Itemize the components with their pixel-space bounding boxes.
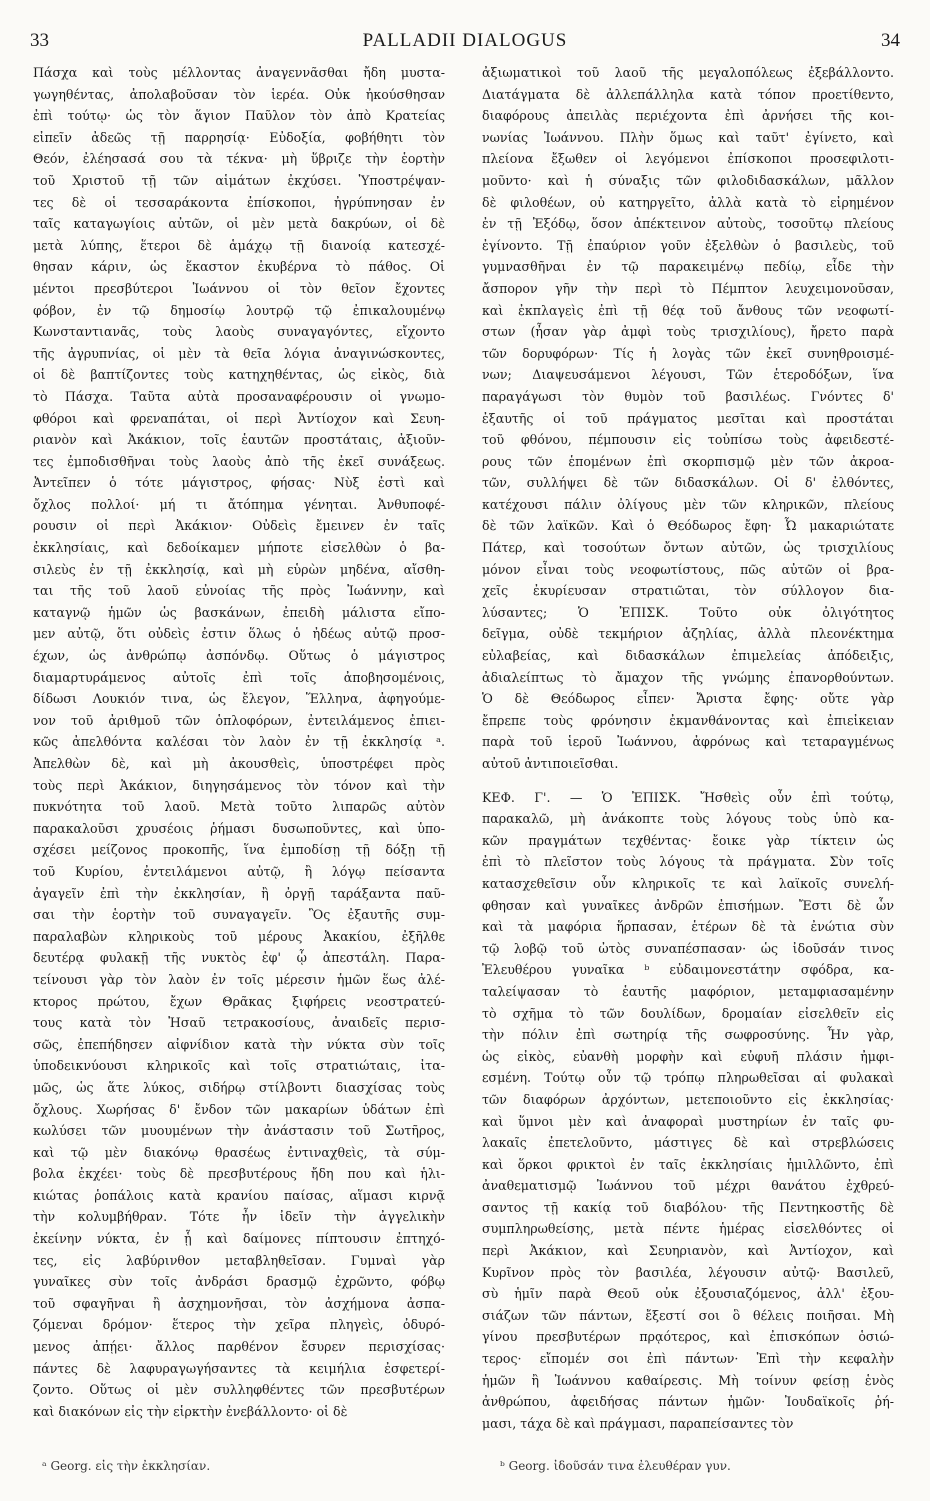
footnote-a: ᵃ Georg. εἰς τὴν ἐκκλησίαν. [42, 1459, 211, 1473]
text-line: οἱ δὲ βαπτίζοντες τοὺς κατηχηθέντας, ὡς εἰκὸς, διὰ [33, 367, 445, 383]
text-line: παραλαβὼν κληρικοὺς τοῦ μέρους Ἀκακίου, ἐξῆλθε [33, 928, 445, 944]
text-line: ται τῆς τοῦ λαοῦ εὐνοίας τῆς πρὸς Ἰωάννην, καὶ [33, 583, 445, 599]
page-number-left: 33 [30, 30, 49, 51]
text-line: ΚΕΦ. Γ'. — Ὁ ἘΠΙΣΚ. Ἤσθεὶς οὖν ἐπὶ τούτῳ, [482, 789, 894, 805]
text-line: έχων, ὡς ἀνθρώπῳ ἀσπόνδῳ. Οὕτως ὁ μάγιστρος [33, 648, 445, 664]
text-line: εσμένη. Τούτῳ οὖν τῷ τρόπῳ πληρωθεῖσαι αἱ φυλακαὶ [482, 1070, 894, 1086]
text-line: ἄσπορον γῆν τὴν περὶ τὸ Πέμπτον λευχειμονοῦσαν, [482, 280, 894, 296]
text-line: συμπληρωθείσης, μετὰ πέντε ἡμέρας εἰσελθόντες οἱ [482, 1221, 894, 1237]
text-line: μῶς, ὡς ἅτε λύκος, σιδήρῳ στίλβοντι διασχίσας τοὺς [33, 1079, 445, 1095]
text-line: τὸ σχῆμα τὸ τῶν δουλίδων, δρομαίαν εἰσελθεῖν εἰς [482, 1005, 894, 1021]
text-line: γυναῖκες σὺν τοῖς ἀνδράσι δρασμῷ ἐχρῶντο, φόβῳ [33, 1274, 445, 1290]
text-line: τὸ Πάσχα. Ταῦτα αὐτὰ προσαναφέρουσιν οἱ γνωμο- [33, 388, 445, 404]
left-text-column [33, 62, 445, 1422]
text-line: σιάζων τῶν πάντων, ἔξεστί σοι ὃ θέλεις ποιῆσαι. Μὴ [482, 1307, 894, 1323]
text-line: τὴν πόλιν ἐπὶ σωτηρίᾳ τῆς σωφροσύνης. Ἦν γὰρ, [482, 1027, 894, 1043]
text-line: τοὺς περὶ Ἀκάκιον, διηγησάμενος τὸν τόνον καὶ τὴν [33, 777, 445, 793]
text-line: δίδωσι Λουκιόν τινα, ὡς ἔλεγον, Ἕλληνα, ἀφηγούμε- [33, 691, 445, 707]
text-line: χεῖς ἐκυρίευσαν στρατιῶται, τὸν σύλλογον δια- [482, 583, 894, 599]
text-line: τῆς ἀγρυπνίας, οἱ μὲν τὰ θεῖα λόγια ἀναγινώσκοντες, [33, 345, 445, 361]
text-line: ἀξιωματικοὶ τοῦ λαοῦ τῆς μεγαλοπόλεως ἐξεβάλλοντο. [482, 65, 894, 80]
text-line: τοῦ Χριστοῦ τῇ τῶν αἱμάτων ἐκχύσει. Ὑποστρέψαν- [33, 172, 445, 188]
text-line: τερος· εἴπομέν σοι ἐπὶ πάντων· Ἐπὶ τὴν κεφαλὴν [482, 1351, 894, 1367]
text-line: νωνίας Ἰωάννου. Πλὴν ὅμως καὶ ταῦτ' ἐγίνετο, καὶ [482, 129, 894, 145]
text-line: Θεόν, ἐλέησασά σου τὰ τέκνα· μὴ ὕβριζε τὴν ἑορτὴν [33, 151, 445, 167]
text-line: πυκνότητα τοῦ λαοῦ. Μετὰ τοῦτο λιπαρῶς αὐτὸν [33, 799, 445, 815]
paragraph-gap [482, 775, 894, 787]
text-line: ἡμῶν ἢ Ἰωάννου καθαίρεσις. Μὴ τοίνυν φείσῃ ἑνὸς [482, 1372, 894, 1388]
text-line: παρὰ τοῦ ἱεροῦ Ἰωάννου, ἀφρόνως καὶ τεταραγμένως [482, 734, 894, 750]
text-line: γυμνασθῆναι ἐν τῷ παρακειμένῳ πεδίῳ, εἶδε τὴν [482, 259, 894, 275]
text-line: τῶν διαφόρων ἀρχόντων, μετεποιοῦντο εἰς ἐκκλησίας· [482, 1091, 894, 1107]
text-line: Πάτερ, καὶ τοσούτων ὄντων αὐτῶν, ὡς τρισχιλίους [482, 540, 894, 556]
text-line: μασι, τάχα δὲ καὶ πράγμασι, παραπείσαντες τὸν [482, 1415, 794, 1431]
text-line: ἐπὶ τὸ πλεῖστον τοὺς λόγους τὰ πράγματα. Σὺν τοῖς [482, 854, 894, 870]
text-line: ἐπὶ τούτῳ· ὡς τὸν ἅγιον Παῦλον τὸν ἀπὸ Κρατείας [33, 108, 445, 124]
footnote-b: ᵇ Georg. ἰδοῦσάν τινα ἐλευθέραν γυν. [500, 1459, 731, 1473]
text-line: καὶ ἐκπλαγεὶς ἐπὶ τῇ θέᾳ τοῦ ἄνθους τῶν νεοφωτί- [482, 302, 894, 318]
text-line: ἐξαυτῆς οἱ τοῦ πράγματος μεσῖται καὶ προστάται [482, 410, 894, 426]
text-line: σαντος τῇ κακίᾳ τοῦ διαβόλου· τῆς Πεντηκοστῆς δὲ [482, 1199, 894, 1215]
text-line: λύσαντες; Ὁ ἘΠΙΣΚ. Τοῦτο οὐκ ὀλιγότητος [482, 604, 894, 620]
text-line: τες δὲ οἱ τεσσαράκοντα ἐπίσκοποι, ἠγρύπνησαν ἐν [33, 194, 445, 210]
text-line: κωλύσει τῶν μυουμένων τὴν ἀνάστασιν τοῦ Σωτῆρος, [33, 1123, 445, 1139]
text-line: νων; Διαψευσάμενοι λέγουσι, Τῶν ἑτεροδόξων, ἵνα [482, 367, 894, 383]
text-line: στων (ἦσαν γὰρ ἀμφὶ τοὺς τρισχιλίους), ἤρετο παρὰ [482, 324, 894, 340]
text-line: ριανὸν καὶ Ἀκάκιον, τοῖς ἑαυτῶν προστάταις, ἀξιοῦν- [33, 432, 445, 448]
text-line: μόνον εἶναι τοὺς νεοφωτίστους, πῶς αὐτῶν οἱ βρα- [482, 561, 894, 577]
text-line: σῶς, ἐπεπήδησεν αἰφνίδιον κατὰ τὴν νύκτα σὺν τοῖς [33, 1036, 445, 1052]
text-line: μετὰ λύπης, ἕτεροι δὲ ἁμάχῳ τῇ διανοίᾳ κατεσχέ- [33, 237, 445, 253]
text-line: μεν αὐτῷ, ὅτι οὐδεὶς ἐστιν ὅλως ὁ ἠδέως αὐτῷ προσ- [33, 626, 445, 642]
text-line: ὄχλους. Χωρήσας δ' ἔνδον τῶν μακαρίων ὑδάτων ἐπὶ [33, 1101, 445, 1117]
text-line: σαι τὴν ἑορτὴν τοῦ συναγαγεῖν. Ὃς ἐξαυτῆς συμ- [33, 907, 445, 923]
text-line: Ἐλευθέρου γυναῖκα ᵇ εὐδαιμονεστάτην σφόδρα, κα- [482, 962, 894, 978]
text-line: διαφόρους ἀπειλὰς περιέχοντα ἐπὶ ἀρνήσει τῆς κοι- [482, 108, 894, 124]
text-line: ἐν τῇ Ἐξόδῳ, ὅσον ἀπέκτεινον αὐτοὺς, τοσοῦτῳ πλείους [482, 216, 894, 232]
text-line: φθόροι καὶ φρεναπάται, οἱ περὶ Ἀντίοχον καὶ Σευη- [33, 410, 445, 426]
text-line: καὶ ὅρκοι φρικτοὶ ἐν ταῖς ἐκκλησίαις ἡμιλλῶντο, ἐπὶ [482, 1156, 894, 1172]
page-number-right: 34 [881, 30, 900, 51]
text-line: φθησαν καὶ γυναῖκες ἀνδρῶν ἐπισήμων. Ἔστι δὲ ὧν [482, 897, 894, 913]
text-line: κιώτας ῥοπάλοις κατὰ κρανίου παίσας, αἵμασι κιρνᾷ [33, 1187, 445, 1203]
text-line: φόβον, ἐν τῷ δημοσίῳ λουτρῷ τῷ ἐπικαλουμένῳ [33, 302, 445, 318]
text-line: τῷ λοβῷ τοῦ ὠτὸς συναπέσπασαν· ὡς ἰδοῦσάν τινος [482, 940, 894, 956]
text-line: ρους τῶν ἑπομένων ἐπὶ σκορπισμῷ μὲν τῶν ἀκροα- [482, 453, 894, 469]
text-line: ἔπρεπε τοὺς φρόνησιν ἐκμανθάνοντας καὶ ἐπιεἰκειαν [482, 712, 894, 728]
text-line: θησαν κάριν, ὡς ἕκαστον ἐκυβέρνα τὸ πάθος. Οἱ [33, 259, 445, 275]
text-line: κτορος πρώτου, ἔχων Θρᾶκας ξιφήρεις νεοστρατεύ- [33, 993, 445, 1009]
text-line: παραγάγωσι τὸν θυμὸν τοῦ βασιλέως. Γνόντες δ' [482, 388, 894, 404]
text-line: ἀναθεματισμῷ Ἰωάννου τοῦ μέχρι θανάτου ἐχθρεύ- [482, 1178, 894, 1194]
text-line: ἐκείνην νύκτα, ἐν ᾗ καὶ δαίμονες πίπτουσιν ἐπτηχό- [33, 1231, 445, 1247]
text-line: καὶ τῷ μὲν διακόνῳ θρασέως ἐντιναχθεὶς, τὰ σύμ- [33, 1144, 445, 1160]
text-line: ἀδιαλείπτως τὸ ἄμαχον τῆς γνώμης ἐπανορθούντων. [482, 669, 894, 685]
right-text-column [482, 62, 894, 1434]
text-line: εἰπεῖν ἀδεῶς τῇ παρρησίᾳ· Εὐδοξία, φοβήθητι τὸν [33, 129, 445, 145]
text-line: παρακαλοῦσι χρυσέοις ῥήμασι δυσωποῦντες, καὶ ὑπο- [33, 820, 445, 836]
text-line: καὶ τὰ μαφόρια ἥρπασαν, ἑτέρων δὲ τὰ ἐνώτια σὺν [482, 919, 894, 935]
text-line: τες, εἰς λαβύρινθον μεταβληθεῖσαν. Γυμναὶ γὰρ [33, 1252, 445, 1268]
text-line: ἐκκλησίαις, καὶ δεδοίκαμεν μήποτε εἰσελθὼν ὁ βα- [33, 540, 445, 556]
text-line: μοῦντο· καὶ ἡ σύναξις τῶν φιλοδιδασκάλων, μᾶλλον [482, 172, 894, 188]
text-line: τοῦ Κυρίου, ἐντειλάμενοι αὐτῷ, ἢ λόγῳ πείσαντα [33, 863, 445, 879]
text-line: πλείονα ἔξωθεν οἱ λεγόμενοι ἐπίσκοποι προσεφιλοτι- [482, 151, 894, 167]
text-line: ἐγίνοντο. Τῇ ἐπαύριον γοῦν ἐξελθὼν ὁ βασιλεὺς, τοῦ [482, 237, 894, 253]
text-line: καὶ ὕμνοι μὲν καὶ ἀναφοραὶ μυστηρίων ἐν ταῖς φυ- [482, 1113, 894, 1129]
text-line: βολα ἐκχέει· τοὺς δὲ πρεσβυτέρους ἤδη που καὶ ἡλι- [33, 1166, 445, 1182]
text-line: τὴν κολυμβήθραν. Τότε ἦν ἰδεῖν τὴν ἀγγελικὴν [33, 1209, 445, 1225]
text-line: παρακαλῶ, μὴ ἀνάκοπτε τοὺς λόγους τοὺς ὑπὸ κα- [482, 811, 894, 827]
text-line: ταλείψασαν τὸ ἑαυτῆς μαφόριον, μεταμφιασαμένην [482, 983, 894, 999]
text-line: λακαῖς ἐπετελοῦντο, μάστιγες δὲ καὶ στρεβλώσεις [482, 1135, 894, 1151]
text-line: καὶ διακόνων εἰς τὴν εἱρκτὴν ἐνεβάλλοντο· οἱ δὲ [33, 1403, 348, 1419]
text-line: κατασχεθεῖσιν οὖν κληρικοῖς τε καὶ λαϊκοῖς συνελή- [482, 875, 894, 891]
text-line: Κυρῖνον πρὸς τὸν βασιλέα, λέγουσιν αὐτῷ· Βασιλεῦ, [482, 1264, 894, 1280]
text-line: πάντες δὲ λαφυραγωγήσαντες τὰ κειμήλια ἐσφετερί- [33, 1360, 445, 1376]
text-line: τους κατὰ τὸν Ἠσαῦ τετρακοσίους, ἀναιδεῖς περισ- [33, 1015, 445, 1031]
text-line: μενος ἀπῄει· ἄλλος παρθένον ἔσυρεν περισχίσας· [33, 1339, 445, 1355]
text-line: Ὁ δὲ Θεόδωρος εἶπεν· Ἄριστα ἔφης· οὔτε γὰρ [482, 691, 894, 707]
text-line: διαμαρτυράμενος αὐτοῖς ἐπὶ τοῖς ἀποβησομένοις, [33, 669, 445, 685]
text-line: τες ἐμποδισθῆναι τοὺς λαοὺς ἀπὸ τῆς ἐκεῖ συνάξεως. [33, 453, 445, 469]
text-line: σχέσει μείζονος προκοπῆς, ἵνα ἐμποδίσῃ τῇ δόξῃ τῇ [33, 842, 445, 858]
text-line: ὑποδεικνύουσι κληρικοῖς καὶ τοῖς στρατιώταις, ἰτα- [33, 1058, 445, 1074]
text-line: ὄχλος πολλοί· μή τι ἄτόπημα γένηται. Ἀνθυποφέ- [33, 496, 445, 512]
text-line: καταγνῷ ἡμῶν ὡς βασκάνων, ἐπειδὴ μάλιστα εἴπο- [33, 604, 445, 620]
text-line: κῶς ἀπελθόντα καλέσαι τὸν λαὸν ἐν τῇ ἐκκλησίᾳ ᵃ. [33, 734, 445, 750]
text-line: σὺ ἡμῖν παρὰ Θεοῦ οὐκ ἐξουσιαζόμενος, ἀλλ' ἐξου- [482, 1286, 894, 1302]
text-line: ταῖς καταγωγίοις αὐτῶν, οἱ μὲν μετὰ δακρύων, οἱ δὲ [33, 216, 445, 232]
text-line: τείνουσι γὰρ τὸν λαὸν ἐν τοῖς μέρεσιν ἡμῶν ἕως ἀλέ- [33, 971, 445, 987]
text-line: τῶν δορυφόρων· Τίς ἡ λογὰς τῶν ἐκεῖ συνηθροισμέ- [482, 345, 894, 361]
text-line: γωγηθέντας, ἀπολαβοῦσαν τὸν ἱερέα. Οὐκ ἠκούσθησαν [33, 86, 445, 102]
text-line: δὲ φιλοθέων, οὐ κατηργεῖτο, ἀλλὰ κατὰ τὸ εἰρημένον [482, 194, 894, 210]
text-line: νον τοῦ ἀριθμοῦ τῶν ὁπλοφόρων, ἐντειλάμενος ἐπιει- [33, 712, 445, 728]
text-line: ζόμεναι δρόμον· ἕτερος τὴν χεῖρα πληγεὶς, ὀδυρό- [33, 1317, 445, 1333]
page-header [30, 30, 900, 56]
text-line: Ἀντεῖπεν ὁ τότε μάγιστρος, φήσας· Νὺξ ἐστὶ καὶ [33, 475, 445, 491]
text-line: τῶν, συλλήψει δὲ τῶν διδασκάλων. Οἱ δ' ἐλθόντες, [482, 475, 894, 491]
text-line: Κωνσταντιανᾶς, τοὺς λαοὺς συναγαγόντες, εἴχοντο [33, 324, 445, 340]
text-line: αὐτοῦ ἀντιποιεῖσθαι. [482, 756, 619, 771]
text-line: κατέχουσι πάλιν ὀλίγους μὲν τῶν κληρικῶν, πλείους [482, 496, 894, 512]
text-line: ἀγαγεῖν ἐπὶ τὴν ἐκκλησίαν, ἢ ὀργῇ ταράξαντα παῦ- [33, 885, 445, 901]
running-title: PALLADII DIALOGUS [362, 30, 568, 51]
text-line: κῶν πραγμάτων τεχθέντας· ἔοικε γὰρ τίκτειν ὡς [482, 832, 894, 848]
text-line: Διατάγματα δὲ ἀλλεπάλληλα κατὰ τόπον προετίθεντο, [482, 86, 894, 102]
text-line: Πάσχα καὶ τοὺς μέλλοντας ἀναγεννᾶσθαι ἤδη μυστα- [33, 65, 445, 80]
text-line: μέντοι πρεσβύτεροι Ἰωάννου οἱ τὸν θεῖον ἔχοντες [33, 280, 445, 296]
text-line: δὲ τῶν λαϊκῶν. Καὶ ὁ Θεόδωρος ἔφη· Ὦ μακαριώτατε [482, 518, 894, 534]
text-line: ἀνθρώπου, ἀφειδήσας πάντων ἡμῶν· Ἰουδαϊκοῖς ῥή- [482, 1394, 894, 1410]
text-line: τοῦ σφαγῆναι ἢ ἀσχημονῆσαι, τὸν ἀσχήμονα ἀσπα- [33, 1295, 445, 1311]
text-line: τοῦ φθόνου, πέμπουσιν εἰς τοὐπίσω τοὺς ἀφειδεστέ- [482, 432, 894, 448]
text-line: εὐλαβείας, καὶ διδασκάλων ἐπιμελείας ἀπόδειξις, [482, 648, 894, 664]
text-line: ὡς εἰκὸς, εὐανθὴ μορφὴν καὶ εὐφυῆ πλάσιν ἠμφι- [482, 1048, 894, 1064]
text-line: περὶ Ἀκάκιον, καὶ Σευηριανὸν, καὶ Ἀντίοχον, καὶ [482, 1243, 894, 1259]
text-line: ρουσιν οἱ περὶ Ἀκάκιον· Οὐδεὶς ἔμεινεν ἐν ταῖς [33, 518, 445, 534]
text-line: γίνου πρεσβυτέρων πρᾳότερος, καὶ ἐπισκόπων ὁσιώ- [482, 1329, 894, 1345]
text-line: δευτέρᾳ φυλακῇ τῆς νυκτὸς ἐφ' ᾧ ἀπεστάλη. Παρα- [33, 950, 445, 966]
text-line: ζοντο. Οὕτως οἱ μὲν συλληφθέντες τῶν πρεσβυτέρων [33, 1382, 445, 1398]
text-line: σιλεὺς ἐν τῇ ἐκκλησίᾳ, καὶ μὴ εὑρὼν μηδένα, αἴσθη- [33, 561, 445, 577]
text-line: Ἀπελθὼν δὲ, καὶ μὴ ἀκουσθεὶς, ὑποστρέφει πρὸς [33, 756, 445, 771]
text-line: δεῖγμα, οὐδὲ τεκμήριον ἀζηλίας, ἀλλὰ πλεονέκτημα [482, 626, 894, 642]
